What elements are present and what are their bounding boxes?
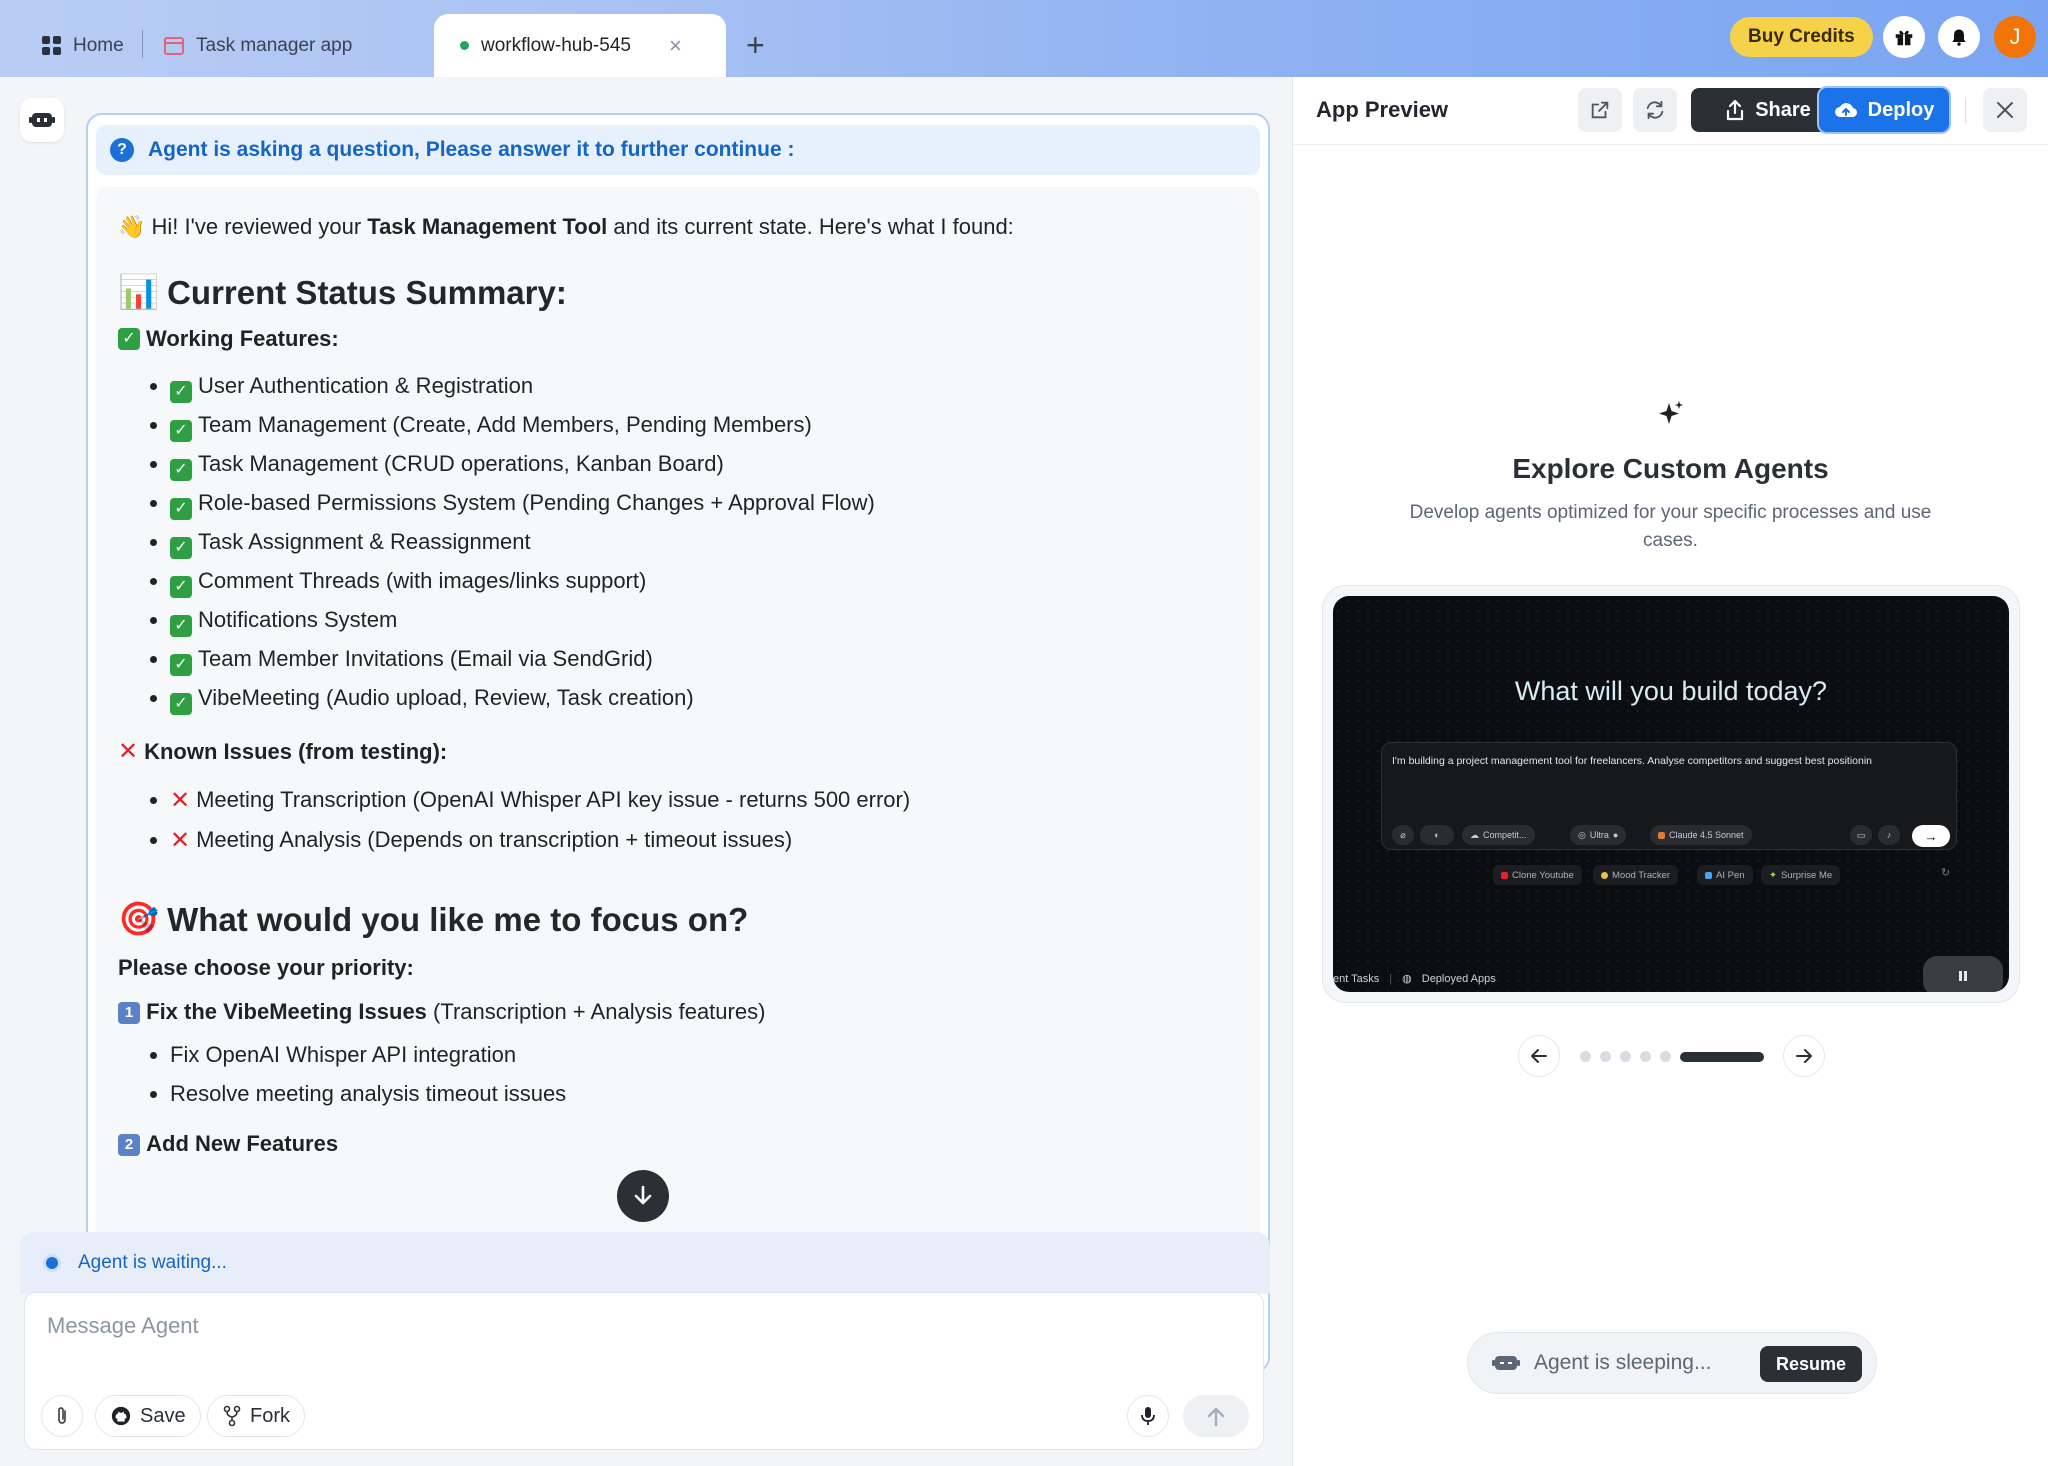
issues-heading-text: Known Issues (from testing): bbox=[144, 738, 448, 764]
sparkle-icon bbox=[1656, 399, 1686, 429]
chat-panel bbox=[86, 113, 1270, 1373]
list-item: • Resolve meeting analysis timeout issues bbox=[170, 1074, 1238, 1113]
fork-label: Fork bbox=[250, 1404, 290, 1427]
list-item bbox=[170, 444, 1238, 483]
refresh-icon bbox=[1644, 99, 1666, 121]
intro-pre: Hi! I've reviewed your bbox=[151, 214, 368, 239]
explore-title: Explore Custom Agents bbox=[1512, 453, 1829, 484]
option-2-title: Add New Features bbox=[146, 1131, 339, 1156]
sparkle-small-icon: ✦ bbox=[1769, 869, 1777, 881]
waiting-dot-icon bbox=[46, 1257, 58, 1269]
list-item bbox=[170, 780, 1238, 820]
slide-agent-icon: ◐ bbox=[1420, 825, 1454, 845]
gift-icon bbox=[1893, 26, 1915, 48]
list-item-text: Team Member Invitations (Email via SendGrid) bbox=[198, 646, 653, 671]
slide-suggestion-label: Mood Tracker bbox=[1612, 869, 1671, 881]
message-composer bbox=[24, 1292, 1264, 1450]
save-label: Save bbox=[140, 1404, 186, 1427]
option-1-rest: (Transcription + Analysis features) bbox=[426, 999, 766, 1024]
check-icon: ✓ bbox=[170, 576, 192, 598]
tab-task-manager-label: Task manager app bbox=[196, 34, 353, 56]
list-item bbox=[170, 561, 1238, 600]
share-label: Share bbox=[1755, 98, 1811, 121]
slide-chip-label: Ultra bbox=[1589, 830, 1609, 840]
status-heading bbox=[118, 273, 1238, 312]
list-item bbox=[170, 522, 1238, 561]
slide-chip: ☁ Competit... bbox=[1462, 825, 1535, 845]
tab-home[interactable] bbox=[42, 14, 124, 77]
check-icon: ✓ bbox=[170, 498, 192, 520]
deploy-label: Deploy bbox=[1867, 98, 1935, 121]
intro-post: and its current state. Here's what I found: bbox=[607, 214, 1014, 239]
carousel-dot[interactable] bbox=[1660, 1051, 1671, 1062]
list-item-text: Meeting Transcription (OpenAI Whisper API key issue - returns 500 error) bbox=[196, 787, 911, 812]
target-icon: 🎯 bbox=[118, 900, 160, 937]
carousel-next-button[interactable] bbox=[1783, 1035, 1825, 1077]
list-item: • Fix OpenAI Whisper API integration bbox=[170, 1035, 1238, 1074]
list-item-text: Role-based Permissions System (Pending Changes + Approval Flow) bbox=[198, 490, 875, 515]
pause-icon bbox=[1957, 970, 1969, 982]
check-icon: ✓ bbox=[170, 381, 192, 403]
microphone-button[interactable] bbox=[1127, 1395, 1169, 1437]
option-1-list bbox=[118, 1035, 1238, 1113]
scroll-to-bottom-button[interactable] bbox=[617, 1170, 669, 1222]
bell-icon bbox=[1949, 27, 1969, 47]
slide-suggestion-label: Clone Youtube bbox=[1512, 869, 1574, 881]
slide-suggestion bbox=[1761, 865, 1840, 885]
open-external-button[interactable] bbox=[1578, 88, 1622, 132]
working-features-list bbox=[118, 366, 1238, 717]
globe-icon: ◍ bbox=[1402, 973, 1412, 985]
slide-footer-left: ent Tasks bbox=[1333, 972, 1380, 985]
youtube-icon bbox=[1501, 872, 1508, 879]
check-icon: ✓ bbox=[170, 615, 192, 637]
waiting-text: Agent is waiting... bbox=[78, 1252, 227, 1273]
list-item-text: VibeMeeting (Audio upload, Review, Task creation) bbox=[198, 685, 694, 710]
bar-chart-icon: 📊 bbox=[118, 273, 160, 310]
slide-suggestion-label: Surprise Me bbox=[1780, 869, 1833, 881]
send-button[interactable] bbox=[1183, 1395, 1249, 1437]
deploy-button[interactable] bbox=[1819, 88, 1949, 132]
check-icon: ✓ bbox=[118, 328, 140, 350]
slide-refresh-icon: ↻ bbox=[1941, 867, 1951, 879]
slide-footer bbox=[1333, 972, 1496, 985]
slide-footer-separator: | bbox=[1389, 972, 1393, 985]
list-item-text: Team Management (Create, Add Members, Pending Members) bbox=[198, 412, 812, 437]
tab-workflow-hub-label: workflow-hub-545 bbox=[481, 34, 631, 56]
check-icon: ✓ bbox=[170, 459, 192, 481]
close-tab-icon[interactable]: × bbox=[668, 32, 682, 58]
preview-header bbox=[1293, 77, 2048, 145]
focus-heading-text: What would you like me to focus on? bbox=[167, 900, 749, 938]
message-input[interactable]: Message Agent bbox=[47, 1313, 199, 1338]
preview-title: App Preview bbox=[1316, 97, 1449, 122]
slide-pause-button[interactable] bbox=[1923, 956, 2003, 992]
microphone-icon bbox=[1140, 1405, 1156, 1427]
arrow-left-icon bbox=[1530, 1048, 1548, 1064]
paperclip-icon bbox=[54, 1406, 70, 1426]
check-icon: ✓ bbox=[170, 693, 192, 715]
number-1-icon: 1 bbox=[118, 1002, 140, 1024]
arrow-down-icon bbox=[633, 1185, 653, 1207]
cross-icon: ✕ bbox=[170, 787, 191, 814]
list-item bbox=[170, 600, 1238, 639]
agent-sleeping-status bbox=[1467, 1332, 1877, 1394]
grid-icon bbox=[42, 36, 61, 55]
robot-icon bbox=[29, 109, 55, 131]
list-item bbox=[170, 483, 1238, 522]
sleeping-text: Agent is sleeping... bbox=[1534, 1351, 1712, 1374]
slide-footer-right: Deployed Apps bbox=[1421, 972, 1496, 985]
attach-button[interactable] bbox=[41, 1395, 83, 1437]
github-icon bbox=[110, 1405, 132, 1427]
carousel-dot-active[interactable] bbox=[1680, 1052, 1764, 1062]
slide-prompt-text: I'm building a project management tool for freelancers. Analyse competitors and suggest best positionin bbox=[1392, 755, 1873, 767]
slide-chip bbox=[1650, 825, 1752, 845]
notifications-button[interactable] bbox=[1938, 16, 1980, 58]
agent-question-banner bbox=[96, 125, 1260, 175]
list-item-text: Task Management (CRUD operations, Kanban Board) bbox=[198, 451, 724, 476]
explore-description: Develop agents optimized for your specific processes and use cases. bbox=[1409, 502, 1932, 551]
tab-separator bbox=[142, 30, 143, 58]
refresh-button[interactable] bbox=[1633, 88, 1677, 132]
resume-button[interactable]: Resume bbox=[1760, 1346, 1862, 1382]
slide-attach-icon: ⌀ bbox=[1392, 825, 1414, 845]
fork-button[interactable] bbox=[207, 1395, 305, 1437]
slide-suggestion bbox=[1593, 865, 1678, 885]
save-button[interactable] bbox=[95, 1395, 201, 1437]
agent-message bbox=[96, 187, 1260, 1371]
cloud-upload-icon bbox=[1834, 100, 1858, 120]
question-icon: ? bbox=[110, 138, 134, 162]
option-1-title: Fix the VibeMeeting Issues bbox=[146, 999, 427, 1024]
carousel-dots bbox=[1580, 1051, 1764, 1062]
slide-suggestion bbox=[1697, 865, 1753, 885]
list-item-text: Comment Threads (with images/links support) bbox=[198, 568, 647, 593]
close-icon bbox=[1996, 101, 2014, 119]
agent-bot-button[interactable] bbox=[20, 98, 64, 142]
cross-icon: ✕ bbox=[118, 738, 139, 765]
option-1 bbox=[118, 999, 1238, 1025]
option-2 bbox=[118, 1131, 1238, 1157]
list-item-text: Meeting Analysis (Depends on transcription + timeout issues) bbox=[196, 827, 793, 852]
list-item-text: Notifications System bbox=[198, 607, 398, 632]
arrow-up-icon bbox=[1206, 1405, 1226, 1427]
slide-chip: ◎ Ultra ● bbox=[1570, 825, 1626, 845]
number-2-icon: 2 bbox=[118, 1134, 140, 1156]
check-icon: ✓ bbox=[170, 654, 192, 676]
carousel-dot[interactable] bbox=[1620, 1051, 1631, 1062]
carousel-dot[interactable] bbox=[1600, 1051, 1611, 1062]
working-heading-text: Working Features: bbox=[146, 326, 339, 351]
user-avatar[interactable]: J bbox=[1994, 16, 2036, 58]
pen-icon bbox=[1705, 872, 1712, 879]
carousel-prev-button[interactable] bbox=[1518, 1035, 1560, 1077]
fork-icon bbox=[222, 1405, 242, 1427]
arrow-right-icon bbox=[1795, 1048, 1813, 1064]
share-icon bbox=[1725, 99, 1745, 121]
intro-text bbox=[118, 211, 1238, 243]
header-separator bbox=[1965, 99, 1966, 123]
list-item-text: User Authentication & Registration bbox=[198, 373, 534, 398]
slide-prompt-box bbox=[1381, 742, 1957, 850]
list-item bbox=[170, 678, 1238, 717]
tab-workflow-hub[interactable] bbox=[434, 14, 726, 77]
list-item bbox=[170, 639, 1238, 678]
slide-suggestion bbox=[1493, 865, 1582, 885]
mood-icon bbox=[1601, 872, 1608, 879]
check-icon: ✓ bbox=[170, 537, 192, 559]
cross-icon: ✕ bbox=[170, 827, 191, 854]
carousel-slide bbox=[1333, 596, 2009, 992]
status-heading-text: Current Status Summary: bbox=[167, 273, 567, 311]
new-tab-button[interactable]: + bbox=[746, 27, 765, 63]
slide-mic-icon: ♪ bbox=[1878, 825, 1900, 845]
carousel-dot[interactable] bbox=[1580, 1051, 1591, 1062]
slide-chip-label: Competit... bbox=[1483, 830, 1527, 840]
agent-question-text: Agent is asking a question, Please answer it to further continue : bbox=[148, 138, 795, 161]
status-dot-icon bbox=[460, 41, 469, 50]
external-link-icon bbox=[1589, 99, 1611, 121]
gift-button[interactable] bbox=[1883, 16, 1925, 58]
robot-icon bbox=[1492, 1353, 1520, 1373]
wave-icon: 👋 bbox=[118, 214, 146, 239]
slide-headline: What will you build today? bbox=[1514, 676, 1828, 706]
slide-suggestion-label: AI Pen bbox=[1716, 869, 1745, 881]
check-icon: ✓ bbox=[170, 420, 192, 442]
list-item bbox=[170, 405, 1238, 444]
slide-card-icon: ▭ bbox=[1850, 825, 1872, 845]
app-preview-panel bbox=[1293, 77, 2048, 1466]
working-features-heading bbox=[118, 326, 1238, 352]
tab-home-label: Home bbox=[73, 34, 124, 56]
slide-send-icon: → bbox=[1912, 825, 1950, 847]
close-preview-button[interactable] bbox=[1983, 88, 2027, 132]
carousel-dot[interactable] bbox=[1640, 1051, 1651, 1062]
list-item bbox=[170, 366, 1238, 405]
slide-chip-label: Claude 4.5 Sonnet bbox=[1669, 830, 1744, 840]
list-item bbox=[170, 820, 1238, 860]
priority-label: Please choose your priority: bbox=[118, 955, 414, 980]
claude-icon bbox=[1658, 832, 1665, 839]
list-item-text: Task Assignment & Reassignment bbox=[198, 529, 531, 554]
known-issues-list bbox=[118, 780, 1238, 860]
calendar-icon bbox=[164, 37, 184, 55]
agent-waiting-status bbox=[20, 1232, 1270, 1294]
tab-task-manager-app[interactable] bbox=[164, 14, 352, 77]
feature-carousel bbox=[1322, 585, 2020, 1003]
focus-heading bbox=[118, 900, 1238, 939]
intro-bold: Task Management Tool bbox=[367, 214, 608, 239]
known-issues-heading bbox=[118, 737, 1238, 766]
top-bar bbox=[0, 0, 2048, 77]
buy-credits-button[interactable]: Buy Credits bbox=[1730, 17, 1873, 57]
